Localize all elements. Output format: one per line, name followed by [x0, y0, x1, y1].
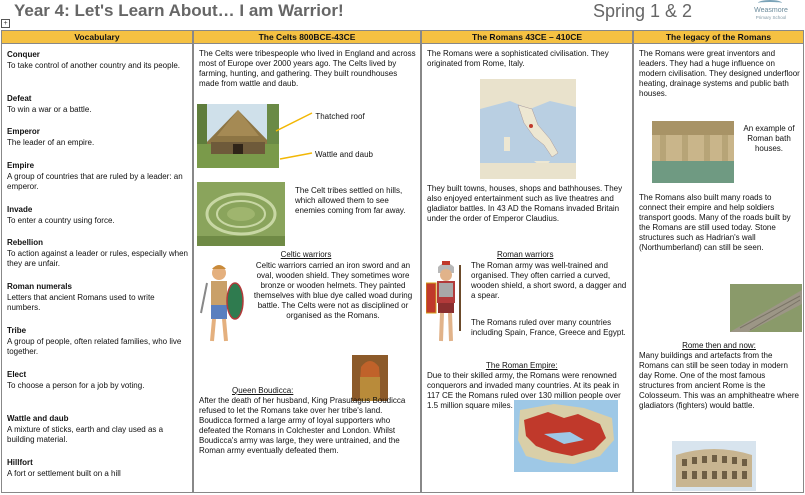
vocabulary-column: [1, 30, 193, 493]
vocab-term: Invade: [7, 205, 33, 214]
vocab-definition: To take control of another country and its people.: [7, 61, 180, 70]
roman-empire-text-1: Due to their skilled army, the Romans were renowned conquerors and invaded many countries. At its peak in 117 CE the Romans ruled over 130 million people over 1.5 million square miles.: [427, 371, 621, 410]
roman-road-image: [730, 284, 802, 332]
romans-towns-text: They built towns, houses, shops and bathhouses. They also enjoyed entertainment such as live theatres and gladiator battles. In 43 AD the Romans invaded Britain under the order of Emperor Claudius.: [427, 184, 623, 223]
vocabulary-heading: Vocabulary: [2, 31, 192, 44]
vocab-term: Defeat: [7, 94, 32, 103]
roman-warriors-text: The Roman army was well-trained and organised. They often carried a curved, wooden shield, a short sword, a dagger and a spear.: [471, 261, 627, 300]
celtic-warriors-title: Celtic warriors: [280, 250, 332, 259]
table-move-handle[interactable]: +: [1, 19, 10, 28]
vocab-term: Roman numerals: [7, 282, 72, 291]
vocab-term: Elect: [7, 370, 27, 379]
logo-school-subtitle: Primary School: [755, 15, 787, 20]
vocab-definition: To win a war or a battle.: [7, 105, 92, 114]
legacy-roads-text: The Romans also built many roads to connect their empire and help soldiers transport goods. Many of the roads built by the Romans are still used today. Stone structures such as Hadrian's wall (Northumberland) can still be seen.: [639, 193, 791, 252]
vocab-definition: To enter a country using force.: [7, 216, 115, 225]
legacy-intro: The Romans were great inventors and leaders. They had a huge influence on modern civilisation. They designed underfloor heating, drainage systems and public bath houses.: [639, 49, 800, 98]
celtic-warrior-image: [199, 263, 245, 345]
romans-intro: The Romans were a sophisticated civilisation. They originated from Rome, Italy.: [427, 49, 609, 68]
roman-warriors-title: Roman warriors: [497, 250, 554, 259]
roman-empire-map-image: [514, 400, 618, 472]
logo-school-name: Weasmore: [754, 7, 788, 14]
page-title: Year 4: Let's Learn About… I am Warrior!: [14, 1, 344, 20]
rome-then-now-title: Rome then and now:: [682, 341, 756, 350]
italy-map-image: [480, 79, 576, 179]
vocab-definition: A mixture of sticks, earth and clay used as a building material.: [7, 425, 164, 444]
roman-soldier-image: [426, 261, 466, 345]
celts-hills-text: The Celt tribes settled on hills, which allowed them to see enemies coming from far away.: [295, 186, 406, 215]
vocab-definition: A fort or settlement built on a hill: [7, 469, 121, 478]
boudicca-text: After the death of her husband, King Prasutagus Boudicca refused to let the Romans take over her tribe's land. Boudicca formed a large army of loyal supporters who defeated the Romans in Colchester and London. Whilst Boudicca's army was large, they were untrained, and the Roman army eventually defeated them.: [199, 396, 406, 455]
romans-column: [421, 30, 633, 493]
vocab-definition: A group of countries that are ruled by a leader: an emperor.: [7, 172, 183, 191]
vocab-term: Hillfort: [7, 458, 33, 467]
vocab-term: Empire: [7, 161, 35, 170]
hillfort-image: [197, 182, 285, 246]
rome-then-now-text: Many buildings and artefacts from the Romans can still be seen today in modern day Rome. One of the most famous structures from ancient Rome is the Colosseum. This was an amphitheatre where gladiators (fighters) would battle.: [639, 351, 799, 410]
vocab-term: Rebellion: [7, 238, 44, 247]
vocab-term: Tribe: [7, 326, 27, 335]
vocab-definition: Letters that ancient Romans used to write numbers.: [7, 293, 155, 312]
term-label: Spring 1 & 2: [593, 1, 693, 21]
vocab-definition: To action against a leader or rules, especially when they are unfair.: [7, 249, 188, 268]
legacy-column: [633, 30, 804, 493]
page-header: [0, 0, 805, 26]
bath-house-label: An example of Roman bath houses.: [743, 124, 795, 153]
vocab-term: Emperor: [7, 127, 40, 136]
vocab-definition: The leader of an empire.: [7, 138, 95, 147]
vocab-term: Wattle and daub: [7, 414, 69, 423]
logo-swoosh-icon: [758, 0, 782, 6]
roman-empire-title: The Roman Empire:: [486, 361, 558, 370]
celts-heading: The Celts 800BCE-43CE: [194, 31, 420, 44]
thatched-roof-label: Thatched roof: [315, 112, 365, 121]
wattle-daub-label: Wattle and daub: [315, 150, 373, 159]
celts-intro: The Celts were tribespeople who lived in England and across most of Europe over 2000 years ago. The Celts lived by farming, hunting, and gathering. They built roundhouses made from wattle and daub.: [199, 49, 416, 88]
colosseum-image: [672, 441, 756, 491]
celts-column: [193, 30, 421, 493]
bath-house-image: [652, 121, 734, 183]
school-logo: [744, 0, 798, 22]
vocab-definition: To choose a person for a job by voting.: [7, 381, 145, 390]
boudicca-title: Queen Boudicca:: [232, 386, 294, 395]
celtic-warriors-text: Celtic warriors carried an iron sword and an oval, wooden shield. They sometimes wore bronze or wooden helmets. They painted themselves with blue dye called woad during battle. The Celts were not as disciplined or organised as the Romans.: [253, 261, 413, 320]
boudicca-image: [352, 355, 388, 401]
vocab-definition: A group of people, often related families, who live together.: [7, 337, 182, 356]
romans-heading: The Romans 43CE – 410CE: [422, 31, 632, 44]
legacy-heading: The legacy of the Romans: [634, 31, 803, 44]
vocab-term: Conquer: [7, 50, 40, 59]
roman-countries-text: The Romans ruled over many countries including Spain, France, Greece and Egypt.: [471, 318, 626, 337]
